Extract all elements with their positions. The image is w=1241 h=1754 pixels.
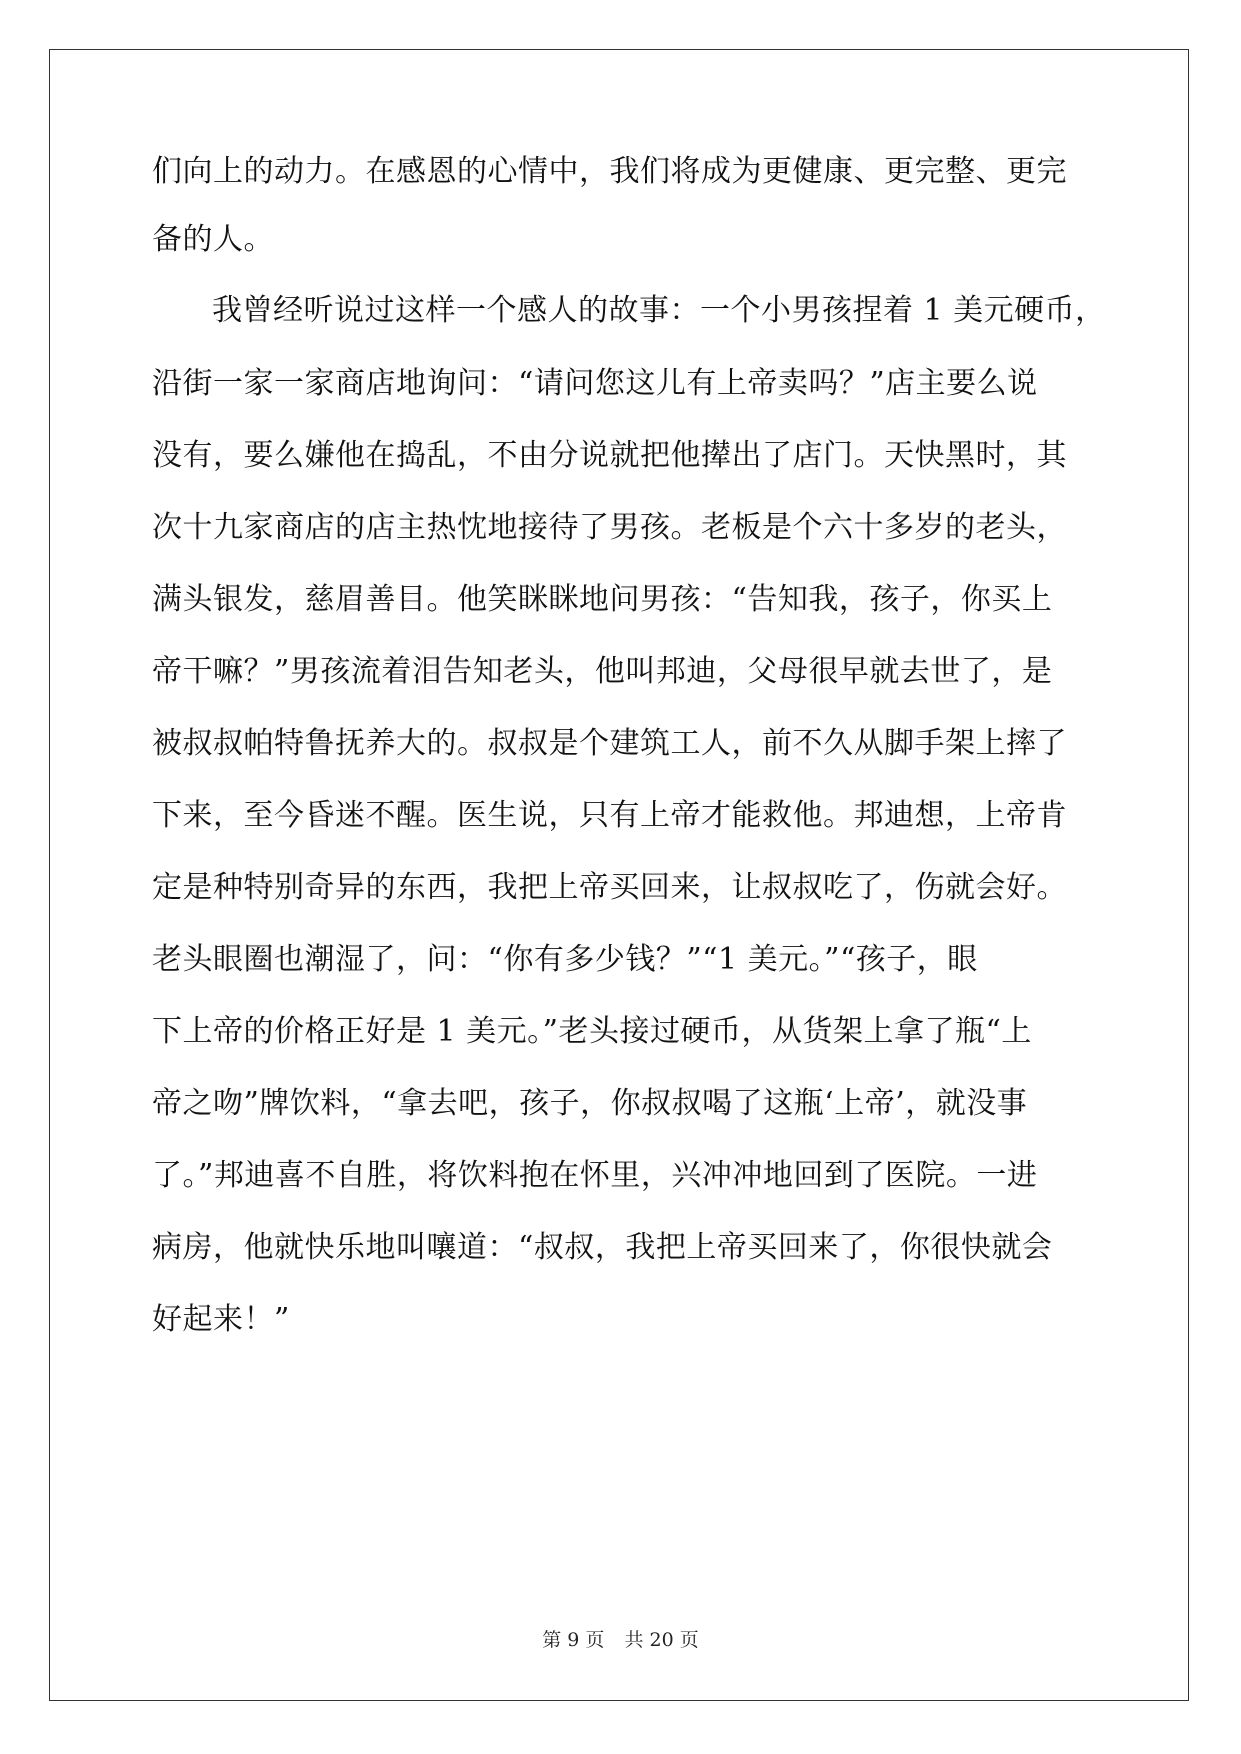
text-line: 次十九家商店的店主热忱地接待了男孩。老板是个六十多岁的老头， <box>152 510 1067 545</box>
text-line: 老头眼圈也潮湿了，问：“你有多少钱？”“1 美元。”“孩子，眼 <box>152 942 978 977</box>
text-line: 满头银发，慈眉善目。他笑眯眯地问男孩：“告知我，孩子，你买上 <box>152 582 1053 617</box>
text-line: 没有，要么嫌他在捣乱，不由分说就把他撵出了店门。天快黑时，其 <box>152 438 1067 473</box>
text-line: 备的人。 <box>152 222 274 257</box>
text-line: 被叔叔帕特鲁抚养大的。叔叔是个建筑工人，前不久从脚手架上摔了 <box>152 726 1067 761</box>
paragraph-first-line: 我曾经听说过这样一个感人的故事：一个小男孩捏着 1 美元硬币， <box>212 293 1106 328</box>
text-line: 沿街一家一家商店地询问：“请问您这儿有上帝卖吗？”店主要么说 <box>152 366 1038 401</box>
text-line: 帝干嘛？”男孩流着泪告知老头，他叫邦迪，父母很早就去世了，是 <box>152 654 1053 689</box>
text-line: 了。”邦迪喜不自胜，将饮料抱在怀里，兴冲冲地回到了医院。一进 <box>152 1158 1038 1193</box>
text-line: 下上帝的价格正好是 1 美元。”老头接过硬币，从货架上拿了瓶“上 <box>152 1014 1032 1049</box>
text-line: 们向上的动力。在感恩的心情中，我们将成为更健康、更完整、更完 <box>152 154 1067 189</box>
page-current-number: 第 9 页 <box>542 1629 605 1651</box>
text-line: 定是种特别奇异的东西，我把上帝买回来，让叔叔吃了，伤就会好。 <box>152 870 1067 905</box>
page-total-count: 共 20 页 <box>624 1629 699 1651</box>
text-line: 帝之吻”牌饮料，“拿去吧，孩子，你叔叔喝了这瓶‘上帝’，就没事 <box>152 1086 1028 1121</box>
text-line: 好起来！” <box>152 1302 290 1337</box>
text-line: 病房，他就快乐地叫嚷道：“叔叔，我把上帝买回来了，你很快就会 <box>152 1230 1053 1265</box>
page-footer <box>0 1628 1241 1652</box>
text-line: 下来，至今昏迷不醒。医生说，只有上帝才能救他。邦迪想，上帝肯 <box>152 798 1067 833</box>
